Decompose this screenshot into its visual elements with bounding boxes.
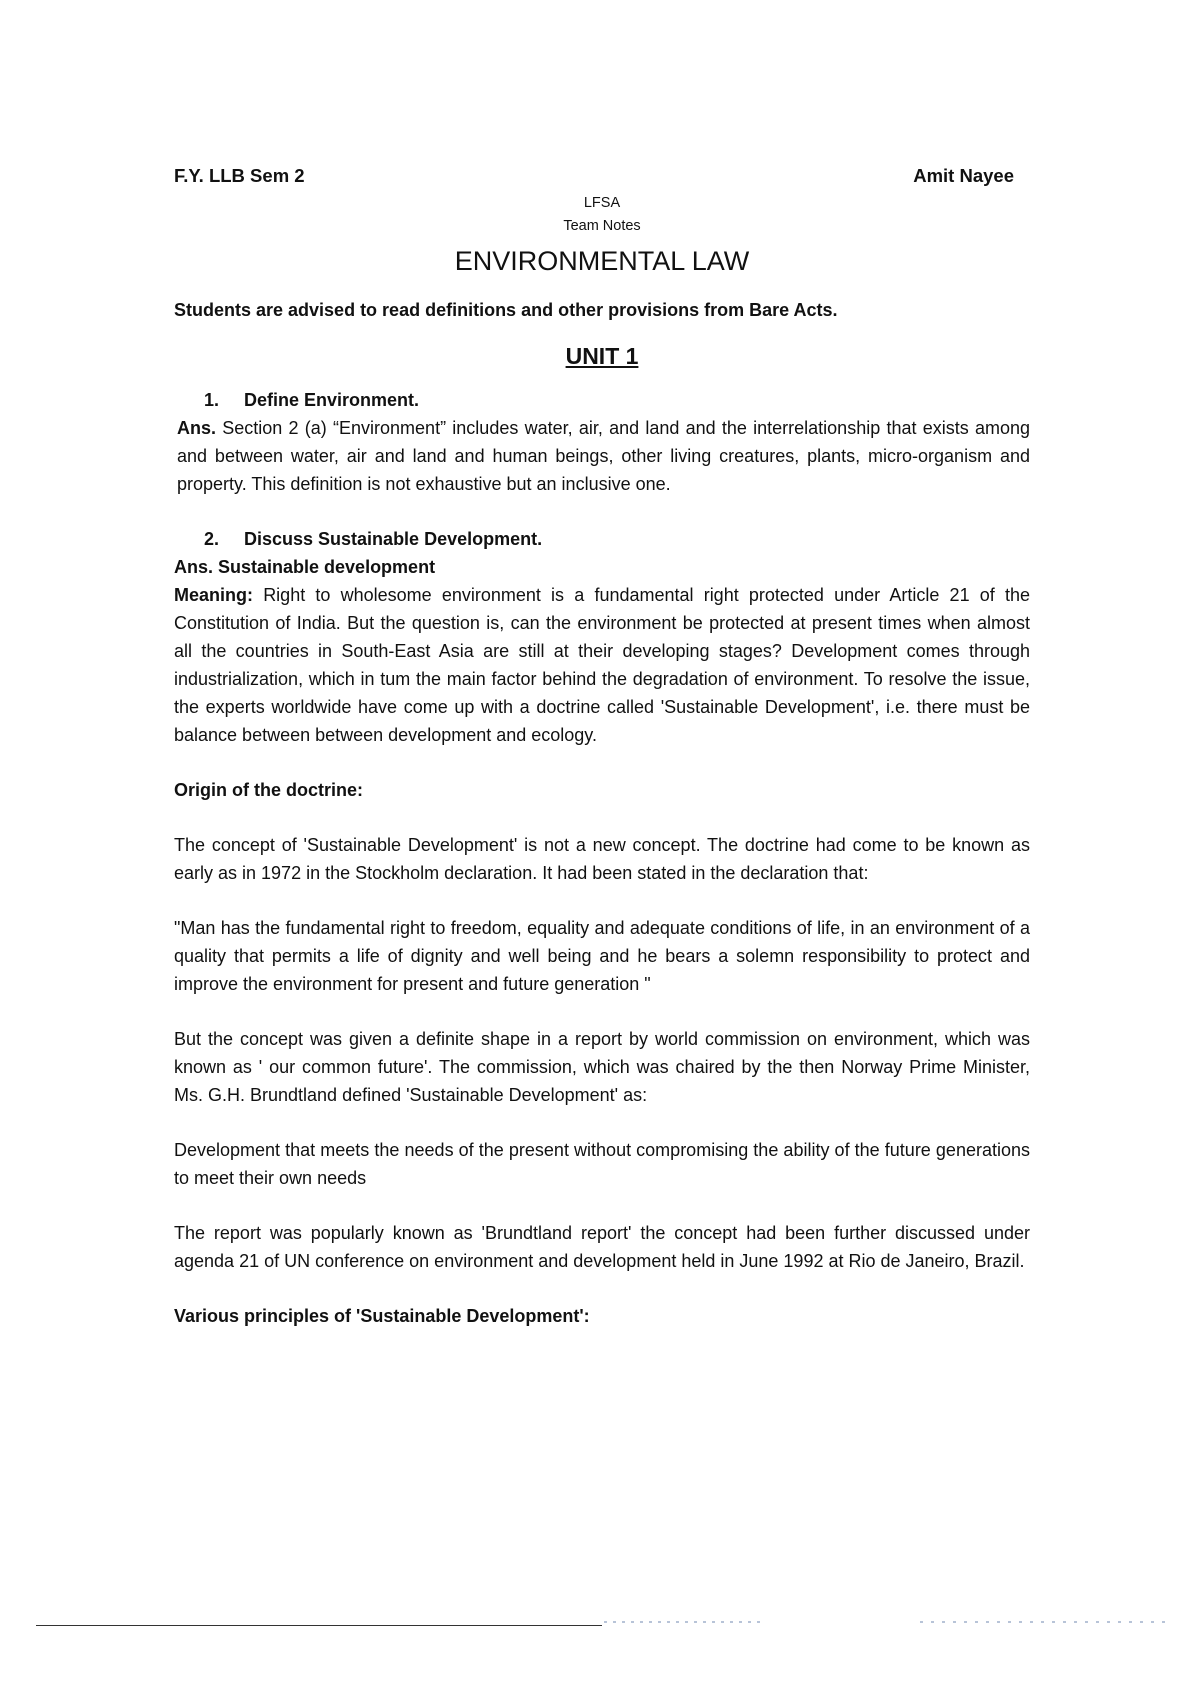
meaning-text: Right to wholesome environment is a fundamental right protected under Article 21 of the Constitution of India. But the question is, can the environment be protected at present times when almost all the countries in South-East Asia are still at their developing stages? Development comes through industrialization, which in tum the main factor behind the degradation of environment. To resolve the issue, the experts worldwide have come up with a doctrine called 'Sustainable Development', i.e. there must be balance between between development and ecology. [174, 585, 1030, 745]
doc-title: ENVIRONMENTAL LAW [454, 246, 750, 276]
question-2-number: 2. [204, 529, 220, 549]
question-2 [204, 525, 1030, 553]
unit-heading: UNIT 1 [565, 343, 639, 369]
footer-rule [36, 1625, 602, 1626]
principles-heading: Various principles of 'Sustainable Development': [174, 1306, 590, 1326]
course-label: F.Y. LLB Sem 2 [174, 165, 305, 186]
answer-2-heading: Ans. Sustainable development [174, 557, 436, 577]
definition-paragraph: Development that meets the needs of the present without compromising the ability of the future generations to meet their own needs [174, 1140, 1030, 1188]
meaning-label: Meaning: [174, 585, 253, 605]
commission-paragraph: But the concept was given a definite shape in a report by world commission on environment, which was known as ' our common future'. The commission, which was chaired by the then Norway Prime Minister, Ms. G.H. Brundtland defined 'Sustainable Development' as: [174, 1029, 1030, 1105]
advice-note: Students are advised to read definitions and other provisions from Bare Acts. [174, 300, 838, 320]
stockholm-quote: "Man has the fundamental right to freedom, equality and adequate conditions of life, in an environment of a quality that permits a life of dignity and well being and he bears a solemn responsibility to protect and improve the environment for present and future generation " [174, 918, 1030, 994]
origin-heading: Origin of the doctrine: [174, 780, 363, 800]
page-content [174, 162, 1030, 1330]
faint-footer-mark [920, 1621, 1170, 1623]
answer-1 [174, 414, 1030, 498]
report-paragraph: The report was popularly known as 'Brundtland report' the concept had been further discussed under agenda 21 of UN conference on environment and development held in June 1992 at Rio de Janeiro, Brazil. [174, 1223, 1030, 1271]
origin-paragraph: The concept of 'Sustainable Development' is not a new concept. The doctrine had come to be known as early as in 1972 in the Stockholm declaration. It had been stated in the declaration that: [174, 835, 1030, 883]
question-1-number: 1. [204, 390, 220, 410]
answer-1-text: Section 2 (a) “Environment” includes water, air, and land and the interrelationship that exists among and between water, air and land and human beings, other living creatures, plants, micro-organism and property. This definition is not exhaustive but an inclusive one. [177, 418, 1030, 494]
question-1 [204, 386, 1030, 414]
doc-subtitle: Team Notes [563, 218, 641, 234]
org-name: LFSA [583, 195, 621, 211]
answer-1-label: Ans. [177, 418, 217, 438]
question-2-text: Discuss Sustainable Development. [244, 529, 543, 549]
author-name: Amit Nayee [913, 165, 1014, 186]
header-row [174, 162, 1014, 190]
faint-footer-mark [604, 1621, 764, 1623]
question-1-text: Define Environment. [244, 390, 420, 410]
meaning-paragraph [174, 581, 1030, 749]
